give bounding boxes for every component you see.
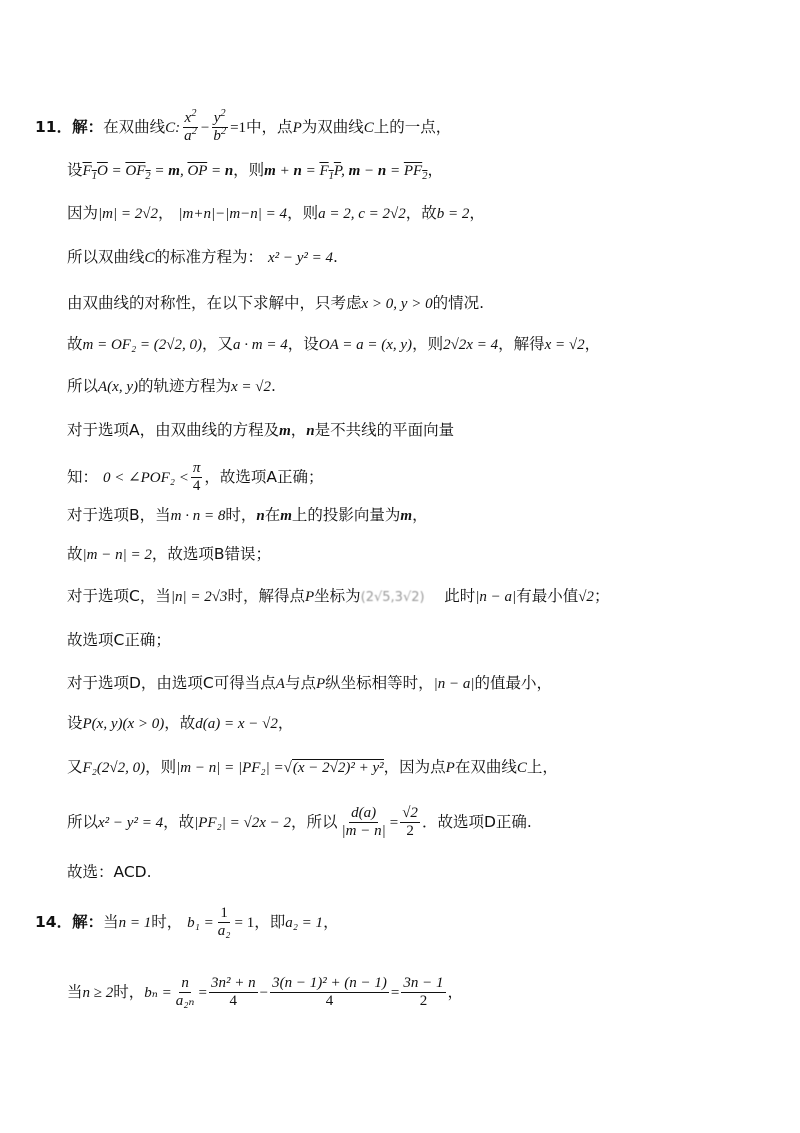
q11-line-5 bbox=[67, 293, 484, 314]
q11-line-4: 所以双曲线C的标准方程为： x² − y² = 4. bbox=[67, 248, 338, 266]
text: ， bbox=[157, 204, 174, 222]
xy-positive: x > 0, y > 0 bbox=[361, 296, 433, 312]
locus-equation: x = √2 bbox=[231, 379, 272, 395]
focus-f2: F₂(2√2, 0) bbox=[82, 760, 146, 776]
text: 由双曲线的对称性，在以下求解中，只考虑 bbox=[67, 294, 362, 312]
pf2-distance: |m − n| = |PF₂| = bbox=[176, 760, 284, 776]
text: 在双曲线 bbox=[103, 118, 166, 136]
q14-line-2: 当n ≥ 2时，bₙ = $\frac{n}{\text{a₂ₙ}}$ = $\frac{\text{3n² + n}}{4}$ − $\frac{\text{3(n − 1)² + (n − 1)}}{4}$ = $\frac{3n - 1}{2}$ ， bbox=[67, 975, 464, 1009]
text: 的情况. bbox=[432, 294, 485, 312]
n-equals-1: n = 1 bbox=[118, 915, 152, 931]
q11-line-18: 故选：ACD. bbox=[67, 863, 152, 881]
q11-line-6: 故m = OF₂ = (2√2, 0)，又a · m = 4，设OA = a = (x, y)，则2√2x = 4，解得x = √2， bbox=[67, 335, 601, 353]
q11-line-1: 11．解：在双曲线C: $\frac{x^2}{a^2}$ − $\frac{y^2}{b^2}$ =1中，点P为双曲线C上的一点， bbox=[35, 108, 452, 144]
cond-mn: |m+n|−|m−n| = 4 bbox=[178, 206, 288, 222]
text: ，故 bbox=[405, 204, 437, 222]
n-geq-2: n ≥ 2 bbox=[82, 985, 114, 1001]
text: 上的一点， bbox=[373, 118, 452, 136]
q11-line-8: 对于选项A，由双曲线的方程及m，n是不共线的平面向量 bbox=[67, 421, 455, 439]
math-p: P bbox=[292, 120, 302, 136]
q11-line-12: 对于选项C，当|n| = 2√3时，解得点P坐标为(2√5,3√2) 此时|n − a|有最小值√2； bbox=[67, 587, 610, 605]
hyperbola-frac-y: $\frac{y^2}{b^2}$ bbox=[213, 108, 227, 144]
ac-values: a = 2, c = 2√2 bbox=[318, 206, 406, 222]
hyperbola-frac-x: $\frac{x^2}{a^2}$ bbox=[184, 108, 197, 144]
q11-line-14: 对于选项D，由选项C可得当点A与点P纵坐标相等时，|n − a|的值最小， bbox=[67, 674, 553, 692]
q11-label: 11．解： bbox=[35, 118, 104, 136]
text: 因为 bbox=[67, 204, 99, 222]
n-minus-a: |n − a| bbox=[475, 589, 517, 605]
pf2-value: |PF₂| = √2x − 2 bbox=[194, 815, 292, 831]
n-magnitude: |n| = 2√3 bbox=[170, 589, 228, 605]
text: 为双曲线 bbox=[301, 118, 364, 136]
b-value: b = 2 bbox=[436, 206, 470, 222]
text: ， bbox=[427, 161, 443, 179]
q11-line-17: 所以x² − y² = 4，故|PF₂| = √2x − 2，所以 $\frac{d(a)}{|m - n|}$ = $\frac{√2}{2}$ ．故选项D正确. bbox=[67, 805, 532, 839]
q14-label: 14．解： bbox=[35, 913, 104, 931]
standard-equation: x² − y² = 4 bbox=[267, 250, 334, 266]
bn-frac-2: $\frac{\text{3n² + n}}{4}$ bbox=[210, 975, 256, 1009]
bn-frac-1: $\frac{n}{\text{a₂ₙ}}$ bbox=[175, 975, 195, 1009]
math-c: C bbox=[165, 120, 176, 136]
text: 的标准方程为： bbox=[154, 248, 264, 266]
x-solution: x = √2 bbox=[544, 337, 585, 353]
blurred-coordinate: (2√5,3√2) bbox=[360, 590, 425, 605]
eq-one: =1 bbox=[230, 120, 247, 136]
q11-line-15: 设P(x, y)(x > 0)，故d(a) = x − √2， bbox=[67, 714, 294, 732]
pi-over-4: $\frac{\pi}{4}$ bbox=[192, 460, 201, 494]
mn-product: m · n = 8 bbox=[170, 508, 226, 524]
angle-range: 0 < ∠POF₂ < bbox=[102, 470, 189, 486]
q11-line-7: 所以A(x, y)的轨迹方程为x = √2. bbox=[67, 377, 276, 395]
text: 设 bbox=[67, 161, 83, 179]
text: ， bbox=[469, 204, 485, 222]
m-minus-n: |m − n| = 2 bbox=[82, 547, 152, 563]
a2-value: a₂ = 1 bbox=[285, 915, 324, 931]
q11-line-2: 设$F_1O = OF_2 = m$, $\overline{OP} = n$，则$m + n = F_1P$, $m - n = PF_2$， bbox=[67, 161, 443, 182]
text: ，则 bbox=[233, 161, 265, 179]
q11-line-3 bbox=[67, 203, 485, 224]
ratio-value: $\frac{√2}{2}$ bbox=[402, 805, 418, 839]
cond-m: |m| = 2√2 bbox=[98, 206, 158, 222]
point-a: A(x, y) bbox=[98, 379, 138, 395]
ratio-frac: $\frac{d(a)}{|m - n|}$ bbox=[341, 805, 386, 839]
math-c: C bbox=[363, 120, 374, 136]
radicand: (x − 2√2)² + y² bbox=[292, 760, 384, 776]
m-vector: m = OF₂ = (2√2, 0) bbox=[82, 337, 203, 353]
equation-res: 2√2x = 4 bbox=[443, 337, 499, 353]
b1-frac: $\frac{1}{\text{a₂}}$ bbox=[217, 905, 231, 939]
distance-function: d(a) = x − √2 bbox=[195, 716, 278, 732]
q11-line-11: 故|m − n| = 2，故选项B错误； bbox=[67, 545, 271, 563]
q11-line-13: 故选项C正确； bbox=[67, 631, 171, 649]
bn-frac-3: $\frac{\text{3(n − 1)² + (n − 1)}}{4}$ bbox=[272, 975, 387, 1009]
q11-line-10: 对于选项B，当m · n = 8时，n在m上的投影向量为m， bbox=[67, 506, 428, 524]
q14-line-1: 14．解：当n = 1时， b₁ = $\frac{1}{\text{a₂}}$ = 1，即a₂ = 1， bbox=[35, 905, 339, 939]
text: 所以双曲线 bbox=[67, 248, 145, 266]
text: ，则 bbox=[287, 204, 319, 222]
oa-vector: OA = a = (x, y) bbox=[318, 337, 413, 353]
point-p: P(x, y)(x > 0) bbox=[82, 716, 165, 732]
am-product: a · m = 4 bbox=[233, 337, 288, 353]
bn-frac-4: $\frac{3n - 1}{2}$ bbox=[403, 975, 444, 1009]
q11-line-9: 知： 0 < ∠POF₂ < $\frac{\pi}{4}$ ，故选项A正确； bbox=[67, 460, 324, 494]
q11-line-16: 又F₂(2√2, 0)，则|m − n| = |PF₂| =√(x − 2√2)² + y²，因为点P在双曲线C上， bbox=[67, 758, 558, 776]
text: 中，点 bbox=[246, 118, 293, 136]
